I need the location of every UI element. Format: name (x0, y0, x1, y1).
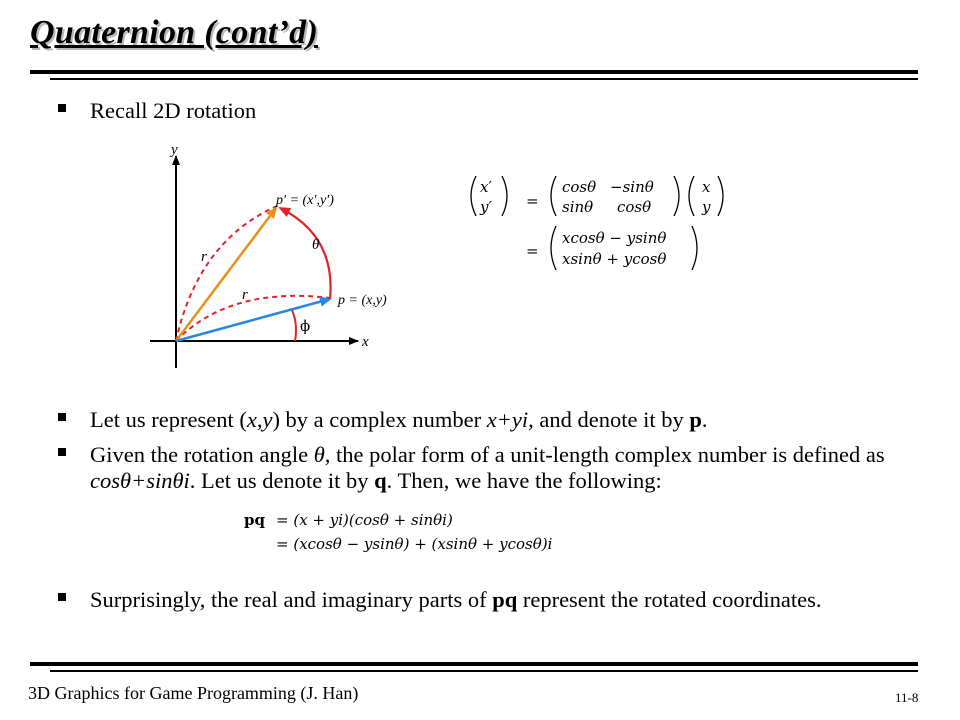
x-axis-label: x (362, 334, 369, 350)
pq-line-2: = (xcosθ − ysinθ) + (xsinθ + ycosθ)i (276, 535, 553, 553)
bullet-surprisingly (58, 587, 928, 613)
top-divider-thin (50, 78, 918, 80)
bullet-polar-form-q (58, 442, 928, 494)
bullet-recall-rotation (58, 98, 918, 124)
bullet-represent-p (58, 407, 928, 433)
bullet-text: Surprisingly, the real and imaginary parts of pq represent the rotated coordinates. (90, 587, 822, 612)
slide-title: Quaternion (cont’d) (30, 14, 319, 51)
page-number: 11-8 (895, 690, 919, 705)
equals-1: = (526, 192, 539, 210)
p-label: p = (x,y) (338, 293, 387, 308)
rotation-arc (280, 208, 331, 299)
matrix-m12: −sinθ (610, 178, 654, 196)
vector-p-prime (176, 208, 276, 341)
top-divider-thick (30, 70, 918, 74)
lhs-x-prime: x′ (480, 178, 492, 196)
footer-course: 3D Graphics for Game Programming (J. Han) (28, 683, 359, 703)
bullet-text: Let us represent (x,y) by a complex number x+yi, and denote it by p. (90, 407, 708, 432)
vector-x: x (702, 178, 711, 196)
equals-2: = (526, 242, 539, 260)
pq-equation (240, 505, 640, 557)
phi-label: ϕ (300, 317, 311, 335)
theta-label: θ (312, 237, 320, 253)
rotation-diagram (140, 136, 420, 376)
pq-line-1: = (x + yi)(cosθ + sinθi) (276, 511, 453, 529)
p-prime-label: p′ = (x′,y′) (276, 193, 334, 208)
pq-lhs: pq (244, 511, 265, 529)
matrix-m11: cosθ (562, 178, 597, 196)
phi-arc (292, 310, 296, 341)
r-label-upper: r (201, 249, 207, 265)
bullet-marker (58, 413, 66, 421)
bullet-marker (58, 593, 66, 601)
bottom-divider-thin (50, 670, 918, 672)
matrix-m22: cosθ (617, 198, 652, 216)
bottom-divider-thick (30, 662, 918, 666)
vector-y: y (702, 198, 711, 216)
lhs-y-prime: y′ (480, 198, 492, 216)
y-axis-label: y (171, 142, 178, 158)
bullet-text: Recall 2D rotation (90, 98, 257, 123)
r-label-lower: r (242, 287, 248, 303)
bullet-text: Given the rotation angle θ, the polar form of a unit-length complex number is defined as cosθ+sinθi. Let us denote it by q. Then, we have the following: (90, 442, 885, 493)
result-bottom: xsinθ + ycosθ (562, 250, 667, 268)
rotation-matrix-equation (462, 168, 742, 280)
bullet-marker (58, 104, 66, 112)
matrix-m21: sinθ (562, 198, 594, 216)
bullet-marker (58, 448, 66, 456)
result-top: xcosθ − ysinθ (562, 229, 667, 247)
